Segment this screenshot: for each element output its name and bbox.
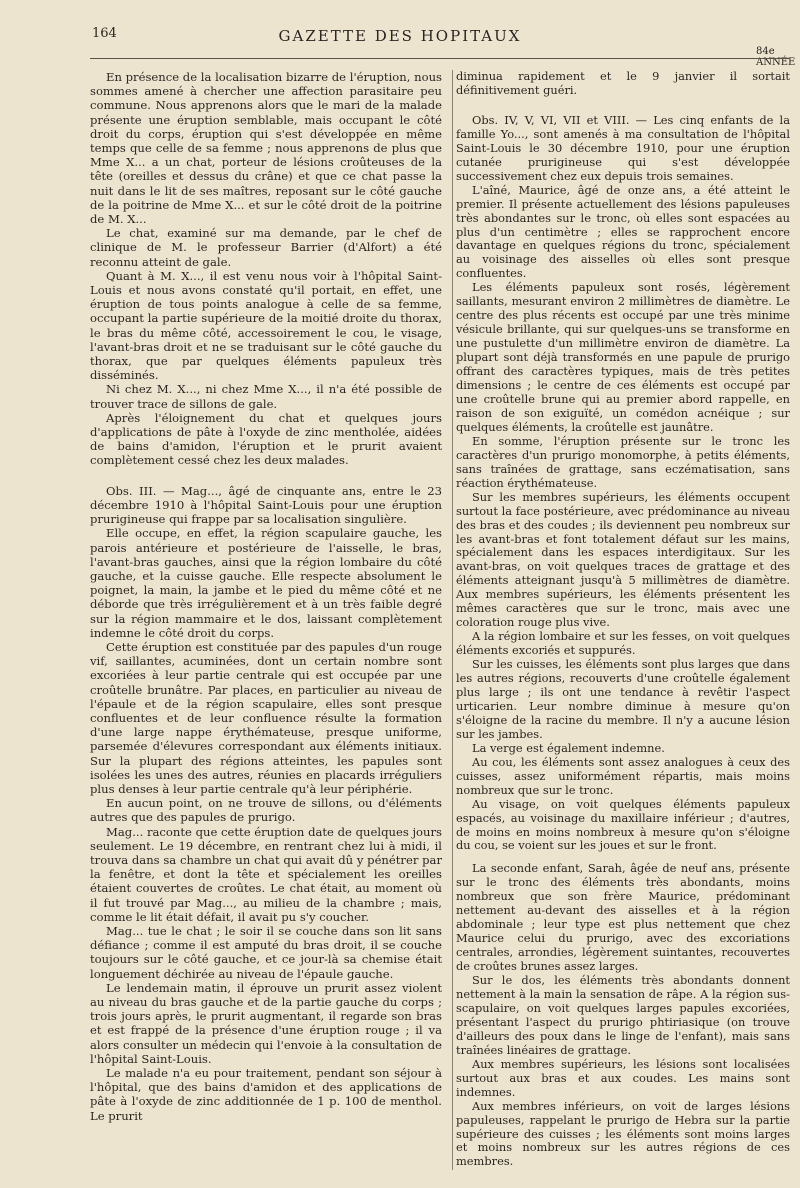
paragraph: A la région lombaire et sur les fesses, on voit quelques éléments excoriés et suppurés.: [456, 629, 790, 658]
paragraph: Ni chez M. X..., ni chez Mme X..., il n'a été possible de trouver trace de sillons de gale.: [90, 382, 442, 411]
paragraph: En somme, l'éruption présente sur le tronc les caractères d'un prurigo monomorphe, à petits éléments, sans traînées de grattage, sans eczématisation, sans réaction érythémateuse.: [456, 433, 790, 490]
paragraph: Cette éruption est constituée par des papules d'un rouge vif, saillantes, acuminées, dont un certain nombre sont excoriées à leur partie centrale qui est occupée par une croûtelle brunâtre. Par places, en particulier au niveau de l'épaule et de la région scapulaire, elles sont presque confluentes et de leur confluence résulte la formation d'une large nappe érythémateuse, presque uniforme, parsemée d'élevures correspondant aux éléments initiaux. Sur la plupart des régions atteintes, les papules sont isolées les unes des autres, réunies en placards irréguliers plus denses à leur partie centrale qu'à leur périphérie.: [90, 639, 442, 796]
page-number: 164: [92, 26, 117, 41]
paragraph: La seconde enfant, Sarah, âgée de neuf ans, présente sur le tronc des éléments très abondants, moins nombreux que son frère Maurice, prédominant nettement au-devant des aisselles et à la région abdominale ; leur type est plus nettement que chez Maurice celui du prurigo, avec des excoriations centrales, arrondies, légèrement suintantes, recouvertes de croûtes brunes assez larges.: [456, 861, 790, 974]
paragraph: Au cou, les éléments sont assez analogues à ceux des cuisses, assez uniformément répartis, mais moins nombreux que sur le tronc.: [456, 754, 790, 797]
observation-heading-paragraph: Obs. III. — Mag..., âgé de cinquante ans, entre le 23 décembre 1910 à l'hôpital Saint-Louis pour une éruption prurigineuse qui frappe par sa localisation singulière.: [90, 483, 442, 527]
paragraph: Sur les membres supérieurs, les éléments occupent surtout la face postérieure, avec prédominance au niveau des bras et des coudes ; ils deviennent peu nombreux sur les avant-bras et font totalement défaut sur les mains, spécialement dans les espaces interdigitaux. Sur les avant-bras, on voit quelques traces de grattage et des éléments atteignant jusqu'à 5 millimètres de diamètre. Aux membres supérieurs, les éléments présentent les mêmes caractères que sur le tronc, mais avec une coloration rouge plus vive.: [456, 489, 790, 630]
left-column: [90, 70, 442, 1123]
header-rule: [90, 58, 790, 59]
paragraph: Mag... raconte que cette éruption date de quelques jours seulement. Le 19 décembre, en rentrant chez lui à midi, il trouva dans sa chambre un chat qui avait dû y pénétrer par la fenêtre, et dont la tête et spécialement les oreilles étaient couvertes de croûtes. Le chat était, au moment où il fut trouvé par Mag..., au milieu de la chambre ; mais, comme le lit était défait, il avait pu s'y coucher.: [90, 824, 442, 924]
paragraph: Mag... tue le chat ; le soir il se couche dans son lit sans défiance ; comme il est amputé du bras droit, il se couche toujours sur le côté gauche, et ce jour-là sa chemise était longuement déchirée au niveau de l'épaule gauche.: [90, 923, 442, 981]
year-mark: 84e ANNÉE: [756, 46, 796, 68]
paragraph: Sur les cuisses, les éléments sont plus larges que dans les autres régions, recouverts d'une croûtelle également plus large ; ils ont une tendance à revêtir l'aspect urticarien. Leur nombre diminue à mesure qu'on s'éloigne de la racine du membre. Il n'y a aucune lésion sur les jambes.: [456, 657, 790, 741]
observation-heading-paragraph: Obs. IV, V, VI, VII et VIII. — Les cinq enfants de la famille Yo..., sont amenés à ma consultation de l'hôpital Saint-Louis le 30 décembre 1910, pour une éruption cutanée prurigineuse qui s'est développée successivement chez eux depuis trois semaines.: [456, 112, 790, 183]
column-divider: [452, 70, 453, 1170]
paragraph: diminua rapidement et le 9 janvier il sortait définitivement guéri.: [456, 69, 790, 97]
paragraph: Aux membres inférieurs, on voit de larges lésions papuleuses, rappelant le prurigo de Hebra sur la partie supérieure des cuisses ; les éléments sont moins larges et moins nombreux sur les autres régions de ces membres.: [456, 1098, 790, 1169]
page-header: [0, 0, 800, 66]
paragraph: Les éléments papuleux sont rosés, légèrement saillants, mesurant environ 2 millimètres de diamètre. Le centre des plus récents est occupé par une très minime vésicule brillante, qui sur quelques-uns se transforme en une pustulette d'un millimètre environ de diamètre. La plupart sont déjà transformés en une papule de prurigo offrant des caractères typiques, mais de très petites dimensions ; le centre de ces éléments est occupé par une croûtelle brune qui au premier abord rappelle, en raison de son exiguïté, un comédon acnéique ; sur quelques éléments, la croûtelle est jaunâtre.: [456, 280, 790, 434]
running-title: GAZETTE DES HOPITAUX: [278, 27, 522, 45]
paragraph: Le chat, examiné sur ma demande, par le chef de clinique de M. le professeur Barrier (d'Alfort) a été reconnu atteint de gale.: [90, 226, 442, 269]
paragraph: Elle occupe, en effet, la région scapulaire gauche, les parois antérieure et postérieure de l'aisselle, le bras, l'avant-bras gauches, ainsi que la région lombaire du côté gauche, et la cuisse gauche. Elle respecte absolument le poignet, la main, la jambe et le pied du même côté et ne déborde que très irrégulièrement et à un très faible degré sur la région mammaire et le dos, laissant complètement indemne le côté droit du corps.: [90, 526, 442, 640]
paragraph: Après l'éloignement du chat et quelques jours d'applications de pâte à l'oxyde de zinc mentholée, aidées de bains d'amidon, l'éruption et le prurit avaient complètement cessé chez les deux malades.: [90, 410, 442, 468]
paragraph: La verge est également indemne.: [472, 740, 665, 755]
paragraph: En aucun point, on ne trouve de sillons, ou d'éléments autres que des papules de prurigo.: [90, 796, 442, 825]
paragraph: Aux membres supérieurs, les lésions sont localisées surtout aux bras et aux coudes. Les mains sont indemnes.: [456, 1056, 790, 1099]
paragraph: Quant à M. X..., il est venu nous voir à l'hôpital Saint-Louis et nous avons constaté qu'il portait, en effet, une éruption de tous points analogue à celle de sa femme, occupant la partie supérieure de la moitié droite du thorax, le bras du même côté, accessoirement le cou, le visage, l'avant-bras droit et ne se traduisant sur le côté gauche du thorax, que par quelques éléments papuleux très disséminés.: [90, 268, 442, 383]
paragraph: Au visage, on voit quelques éléments papuleux espacés, au voisinage du maxillaire inférieur ; d'autres, de moins en moins nombreux à mesure qu'on s'éloigne du cou, se voient sur les joues et sur le front.: [456, 796, 790, 853]
paragraph: Sur le dos, les éléments très abondants donnent nettement à la main la sensation de râpe. A la région sus-scapulaire, on voit quelques larges papules excoriées, présentant l'aspect du prurigo phtiriasique (on trouve d'ailleurs des poux dans le linge de l'enfant), mais sans traînées linéaires de grattage.: [456, 973, 790, 1057]
paragraph: Le malade n'a eu pour traitement, pendant son séjour à l'hôpital, que des bains d'amidon et des applications de pâte à l'oxyde de zinc additionnée de 1 p. 100 de menthol. Le prurit: [90, 1066, 442, 1123]
right-column: [456, 70, 790, 1169]
paragraph: En présence de la localisation bizarre de l'éruption, nous sommes amené à chercher une affection parasitaire peu commune. Nous apprenons alors que le mari de la malade présente une éruption semblable, mais occupant le côté droit du corps, éruption qui s'est développée en même temps que celle de sa femme ; nous apprenons de plus que Mme X... a un chat, porteur de lésions croûteuses de la tête (oreilles et dessus du crâne) et que ce chat passe la nuit dans le lit de ses maîtres, reposant sur le côté gauche de la poitrine de Mme X... et sur le côté droit de la poitrine de M. X...: [90, 70, 442, 227]
paragraph: Le lendemain matin, il éprouve un prurit assez violent au niveau du bras gauche et de la partie gauche du corps ; trois jours après, le prurit augmentant, il regarde son bras et est frappé de la présence d'une éruption rouge ; il va alors consulter un médecin qui l'envoie à la consultation de l'hôpital Saint-Louis.: [90, 980, 442, 1066]
paragraph: L'aîné, Maurice, âgé de onze ans, a été atteint le premier. Il présente actuellement des lésions papuleuses très abondantes sur le tronc, où elles sont espacées au plus d'un centimètre ; elles se rapprochent encore davantage en quelques régions du tronc, spécialement au voisinage des aisselles où elles sont presque confluentes.: [456, 182, 790, 281]
